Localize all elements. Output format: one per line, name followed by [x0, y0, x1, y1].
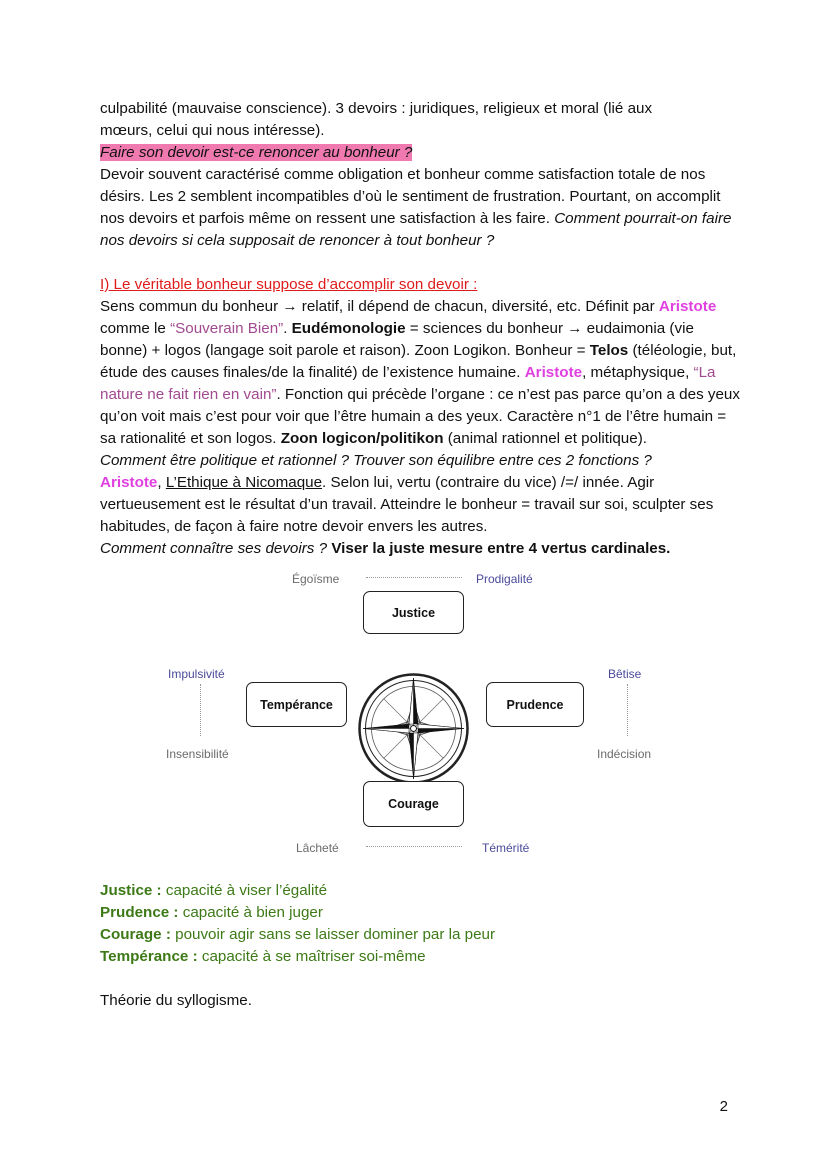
s8-text: . Selon lui, vertu (contraire du vice) /=/ innée. Agir vertueusement est le résultat d’un travail. Atteindre le bonheur = travail sur soi, sculpter ses habitudes, de façon à faire notre devoir envers les autres.	[100, 474, 714, 535]
q3-bold: Viser la juste mesure entre 4 vertus cardinales.	[331, 540, 671, 557]
nature-quote: “La nature ne fait rien en vain”	[100, 364, 716, 403]
section-paragraph: Sens commun du bonheur → relatif, il dépend de chacun, diversité, etc. Définit par Aristote comme le “Souverain Bien”. Eudémonologie = sciences du bonheur → eudaimonia (vie bonne) + logos (langage soit parole et raison). Zoon Logikon. Bonheur = Telos (téléologie, but, étude des causes finales/de la finalité) de l’existence humaine. Aristote, métaphysique, “La nature ne fait rien en vain”. Fonction qui précède l’organe : ce n’est pas parce qu’on a des yeux qu’on voit mais c’est pour voir que l’être humain a des yeux. Caractère n°1 de l’être humain = sa rationalité et son logos. Zoon logicon/politikon (animal rationnel et politique).	[100, 298, 740, 447]
question-2: Comment être politique et rationnel ? Trouver son équilibre entre ces 2 fonctions ?	[100, 452, 652, 469]
aristote-name-3: Aristote	[100, 474, 158, 491]
page-number: 2	[719, 1098, 728, 1115]
telos-term: Telos	[589, 342, 629, 359]
label-lachete: Lâcheté	[296, 841, 339, 855]
box-temperance: Tempérance	[246, 682, 347, 727]
definition-term: Courage :	[100, 926, 171, 943]
s1-text: Sens commun du bonheur → relatif, il dépend de chacun, diversité, etc. Définit par	[100, 298, 655, 315]
definition-temperance	[100, 946, 740, 968]
definition-prudence	[100, 902, 740, 924]
box-prudence: Prudence	[486, 682, 584, 727]
ethique-paragraph: Aristote, L’Ethique à Nicomaque. Selon lui, vertu (contraire du vice) /=/ innée. Agir vertueusement est le résultat d’un travail. Atteindre le bonheur = travail sur soi, sculpter ses habitudes, de façon à faire notre devoir envers les autres.	[100, 474, 714, 535]
definition-text: capacité à se maîtriser soi-même	[201, 948, 426, 965]
question-3	[100, 538, 740, 560]
s4-text: (téléologie, but, étude des causes finales/de la finalité) de l’existence humaine.	[100, 342, 737, 381]
definition-term: Prudence :	[100, 904, 179, 921]
s2-text: comme le	[100, 320, 166, 337]
q3-text: Comment connaître ses devoirs ?	[100, 540, 328, 557]
label-prodigalite: Prodigalité	[476, 572, 533, 586]
intro-line-2: mœurs, celui qui nous intéresse).	[100, 122, 325, 139]
label-betise: Bêtise	[608, 667, 642, 681]
label-indecision: Indécision	[597, 747, 652, 761]
definition-justice	[100, 880, 740, 902]
section-heading	[100, 274, 740, 296]
box-justice: Justice	[363, 591, 464, 634]
definition-text: capacité à viser l’égalité	[165, 882, 328, 899]
s3-text: = sciences du bonheur → eudaimonia (vie bonne) + logos (langage soit parole et raison). Zoon Logikon. Bonheur =	[100, 320, 694, 359]
intro-paragraph	[100, 164, 740, 252]
definition-courage	[100, 924, 740, 946]
theorie-line: Théorie du syllogisme.	[100, 992, 252, 1009]
aristote-name-2: Aristote	[524, 364, 583, 381]
label-temerite: Témérité	[482, 841, 530, 855]
intro-line-1: culpabilité (mauvaise conscience). 3 devoirs : juridiques, religieux et moral (lié aux	[100, 100, 653, 117]
label-impulsivite: Impulsivité	[168, 667, 225, 681]
definition-text: pouvoir agir sans se laisser dominer par la peur	[175, 926, 496, 943]
s6-text: . Fonction qui précède l’organe : ce n’est pas parce qu’on a des yeux qu’on voit mais c’est pour voir que l’être humain a des yeux. Caractère n°1 de l’être humain = sa rationalité et son logos.	[100, 386, 740, 447]
box-courage: Courage	[363, 781, 464, 827]
compass-rose-icon	[357, 672, 470, 785]
ethique-title: L’Ethique à Nicomaque	[165, 474, 323, 491]
eudemonologie-term: Eudémonologie	[291, 320, 406, 337]
label-egoisme: Égoïsme	[292, 572, 340, 586]
definition-term: Justice :	[100, 882, 162, 899]
definition-term: Tempérance :	[100, 948, 198, 965]
highlighted-question: Faire son devoir est-ce renoncer au bonheur ?	[100, 144, 413, 161]
s7-text: (animal rationnel et politique).	[447, 430, 647, 447]
document-page	[100, 98, 740, 1012]
virtues-diagram	[100, 566, 740, 876]
label-insensibilite: Insensibilité	[166, 747, 229, 761]
definition-text: capacité à bien juger	[182, 904, 323, 921]
section-heading-text: I) Le véritable bonheur suppose d’accomplir son devoir :	[100, 276, 478, 293]
souverain-bien-quote: “Souverain Bien”	[170, 320, 284, 337]
zoon-term: Zoon logicon/politikon	[280, 430, 444, 447]
aristote-name-1: Aristote	[658, 298, 717, 315]
intro-para-text: Devoir souvent caractérisé comme obligation et bonheur comme satisfaction totale de nos désirs. Les 2 semblent incompatibles d’où le sentiment de frustration. Pourtant, on accomplit nos devoirs et parfois même on ressent une satisfaction à les faire.	[100, 166, 721, 227]
intro-para-question: Comment pourrait-on faire nos devoirs si cela supposait de renoncer à tout bonheur ?	[100, 210, 732, 249]
intro-question	[100, 142, 740, 164]
s5-text: , métaphysique,	[582, 364, 690, 381]
